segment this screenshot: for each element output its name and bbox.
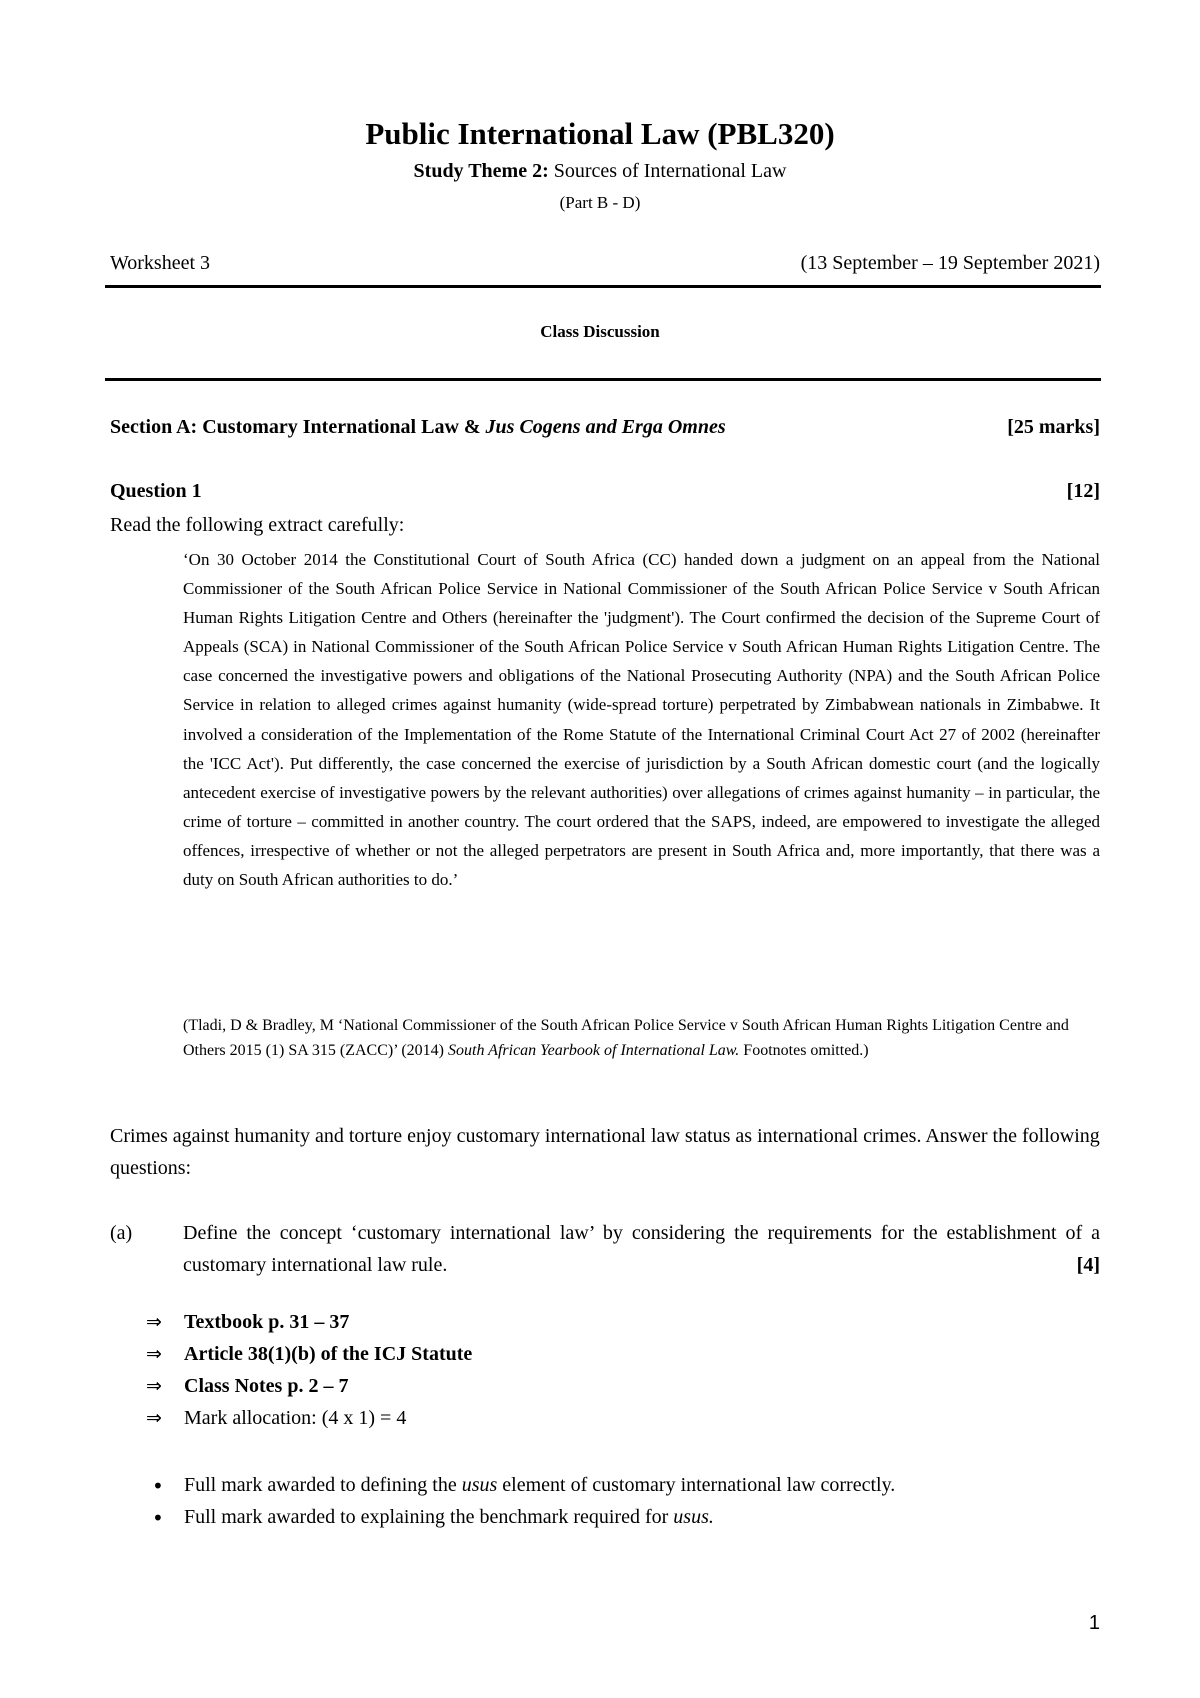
bullet-item [152,1474,895,1498]
reference-item [146,1407,406,1430]
section-label-italic: Jus Cogens and Erga Omnes [485,416,726,438]
worksheet-dates: (13 September – 19 September 2021) [800,252,1100,274]
reference-text: Class Notes p. 2 – 7 [184,1375,349,1397]
bullet-item [152,1506,714,1530]
bullet-text-end: element of customary international law correctly. [497,1474,896,1496]
bullet-text [184,1506,714,1530]
bullet-dot-icon: • [152,1506,164,1530]
crimes-statement: Crimes against humanity and torture enjoy customary international law status as international crimes. Answer the following questions: [110,1125,1100,1179]
bullet-text-start: Full mark awarded to defining the [184,1474,462,1496]
class-discussion-heading: Class Discussion [540,322,660,341]
study-theme-text: Sources of International Law [548,160,787,182]
bullet-dot-icon: • [152,1474,164,1498]
citation-note: Footnotes omitted.) [739,1042,869,1059]
section-label [110,416,726,439]
reference-text: Textbook p. 31 – 37 [184,1311,350,1333]
horizontal-rule [105,285,1101,288]
section-marks: [25 marks] [1007,416,1100,438]
sub-question-marks: [4] [1076,1254,1100,1276]
question-intro: Read the following extract carefully: [110,514,405,536]
study-theme-label: Study Theme 2: [413,160,549,182]
mark-allocation: Mark allocation: (4 x 1) = 4 [184,1407,407,1429]
page-number: 1 [1088,1612,1100,1634]
extract-quote: ‘On 30 October 2014 the Constitutional Court of South Africa (CC) handed down a judgment on an appeal from the National Commissioner of the South African Police Service in National Commissioner of the South African Police Service v South African Human Rights Litigation Centre and Others (hereinafter the 'judgment'). The Court confirmed the decision of the Supreme Court of Appeals (SCA) in National Commissioner of the South African Police Service v South African Human Rights Litigation Centre. The case concerned the investigative powers and obligations of the National Prosecuting Authority (NPA) and the South African Police Service in relation to alleged crimes against humanity (wide-spread torture) perpetrated by Zimbabwean nationals in Zimbabwe. It involved a consideration of the Implementation of the Rome Statute of the International Criminal Court Act 27 of 2002 (hereinafter the 'ICC Act'). Put differently, the case concerned the exercise of jurisdiction by a South African domestic court (and the logically antecedent exercise of investigative powers by the relevant authorities) over allegations of crimes against humanity – in particular, the crime of torture – committed in another country. The court ordered that the SAPS, indeed, are empowered to investigate the alleged offences, irrespective of whether or not the alleged perpetrators are present in South Africa and, more importantly, that there was a duty on South African authorities to do.’ [183,550,1100,890]
question-heading [110,480,1100,503]
rightwards-double-arrow-icon: ⇒ [146,1375,162,1397]
parts-range: (Part B - D) [559,193,641,212]
bullet-text [184,1474,895,1498]
rightwards-double-arrow-icon: ⇒ [146,1407,162,1429]
extract-citation [183,1013,1100,1063]
section-heading [110,416,1100,439]
sub-question-label: (a) [110,1222,133,1244]
citation-text: (Tladi, D & Bradley, M ‘National Commissioner of the South African Police Service v South African Human Rights Litigation Centre and Others 2015 (1) SA 315 (ZACC)’ (2014) [183,1017,1069,1059]
bullet-text-italic: usus [461,1474,498,1496]
reference-item [146,1375,348,1398]
question-label: Question 1 [110,480,202,502]
reference-item [146,1311,349,1334]
reference-item [146,1343,472,1366]
section-label-prefix: Section A: Customary International Law & [110,416,486,438]
study-theme [0,160,1200,183]
sub-question-text: Define the concept ‘customary international law’ by considering the requirements for the establishment of a customary international law rule. [183,1222,1100,1276]
bullet-text-start: Full mark awarded to explaining the benchmark required for [184,1506,674,1528]
rightwards-double-arrow-icon: ⇒ [146,1311,162,1333]
citation-journal: South African Yearbook of International Law. [448,1042,740,1059]
question-marks: [12] [1066,480,1100,502]
rightwards-double-arrow-icon: ⇒ [146,1343,162,1365]
horizontal-rule [105,378,1101,381]
bullet-text-italic: usus. [673,1506,714,1528]
reference-text: Article 38(1)(b) of the ICJ Statute [184,1343,473,1365]
worksheet-row [110,252,1100,275]
worksheet-label: Worksheet 3 [110,252,211,274]
document-title: Public International Law (PBL320) [365,116,835,151]
